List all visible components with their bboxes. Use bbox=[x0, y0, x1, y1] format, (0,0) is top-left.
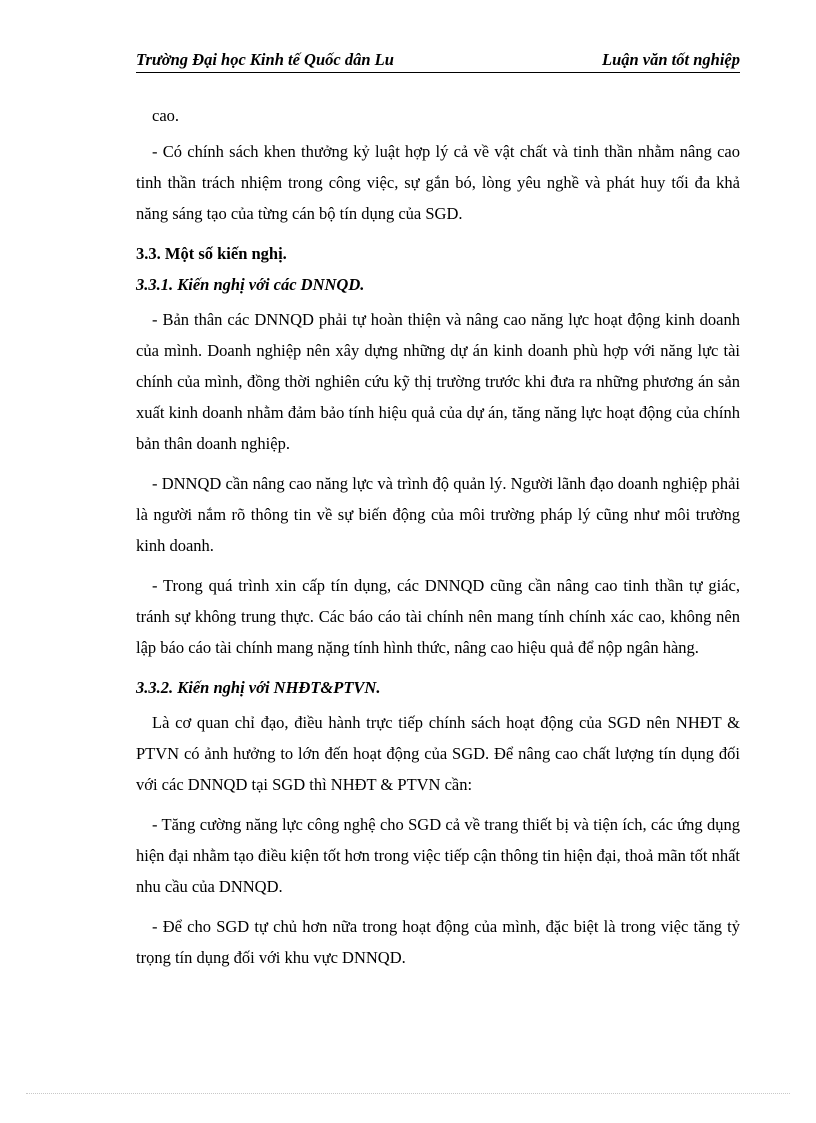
paragraph-technology: - Tăng cường năng lực công nghệ cho SGD cả về trang thiết bị và tiện ích, các ứng dụng hiện đại nhằm tạo điều kiện tốt hơn trong việc tiếp cận thông tin hiện đại, thoả mãn tốt nhất nhu cầu của DNNQD. bbox=[136, 815, 740, 896]
subsection-heading-3-3-2: 3.3.2. Kiến nghị với NHĐT&PTVN. bbox=[136, 678, 381, 697]
document-body bbox=[136, 100, 740, 982]
paragraph-bank-role: Là cơ quan chỉ đạo, điều hành trực tiếp chính sách hoạt động của SGD nên NHĐT & PTVN có ảnh hưởng to lớn đến hoạt động của SGD. Để nâng cao chất lượng tín dụng đối với các DNNQD tại SGD thì NHĐT & PTVN cần: bbox=[136, 713, 740, 794]
subsection-heading-3-3-1: 3.3.1. Kiến nghị với các DNNQD. bbox=[136, 275, 365, 294]
page-header bbox=[136, 46, 740, 73]
paragraph-credit-honesty: - Trong quá trình xin cấp tín dụng, các DNNQD cũng cần nâng cao tinh thần tự giác, tránh sự không trung thực. Các báo cáo tài chính nên mang tính chính xác cao, không nên lập báo cáo tài chính mang nặng tính hình thức, nâng cao hiệu quả để nộp ngân hàng. bbox=[136, 576, 740, 657]
paragraph-reward-policy: - Có chính sách khen thưởng kỷ luật hợp lý cả về vật chất và tinh thần nhằm nâng cao tinh thần trách nhiệm trong công việc, sự gắn bó, lòng yêu nghề và phát huy tối đa khả năng sáng tạo của từng cán bộ tín dụng của SGD. bbox=[136, 142, 740, 223]
continuation-text: cao. bbox=[152, 106, 180, 125]
header-thesis-label: Luận văn tốt nghiệp bbox=[602, 50, 740, 69]
paragraph-autonomy: - Để cho SGD tự chủ hơn nữa trong hoạt động của mình, đặc biệt là trong việc tăng tỷ trọng tín dụng đối với khu vực DNNQD. bbox=[136, 917, 740, 967]
footer-divider bbox=[26, 1093, 790, 1094]
paragraph-management: - DNNQD cần nâng cao năng lực và trình độ quản lý. Người lãnh đạo doanh nghiệp phải là người nắm rõ thông tin về sự biến động của môi trường pháp lý cũng như môi trường kinh doanh. bbox=[136, 474, 740, 555]
section-heading-3-3: 3.3. Một số kiến nghị. bbox=[136, 244, 287, 263]
header-university: Trường Đại học Kinh tế Quốc dân Lu bbox=[136, 50, 394, 69]
paragraph-self-improvement: - Bản thân các DNNQD phải tự hoàn thiện và nâng cao năng lực hoạt động kinh doanh của mình. Doanh nghiệp nên xây dựng những dự án kinh doanh phù hợp với năng lực tài chính của mình, đồng thời nghiên cứu kỹ thị trường trước khi đưa ra những phương án sản xuất kinh doanh nhằm đảm bảo tính hiệu quả của dự án, tăng năng lực hoạt động của chính bản thân doanh nghiệp. bbox=[136, 310, 740, 453]
